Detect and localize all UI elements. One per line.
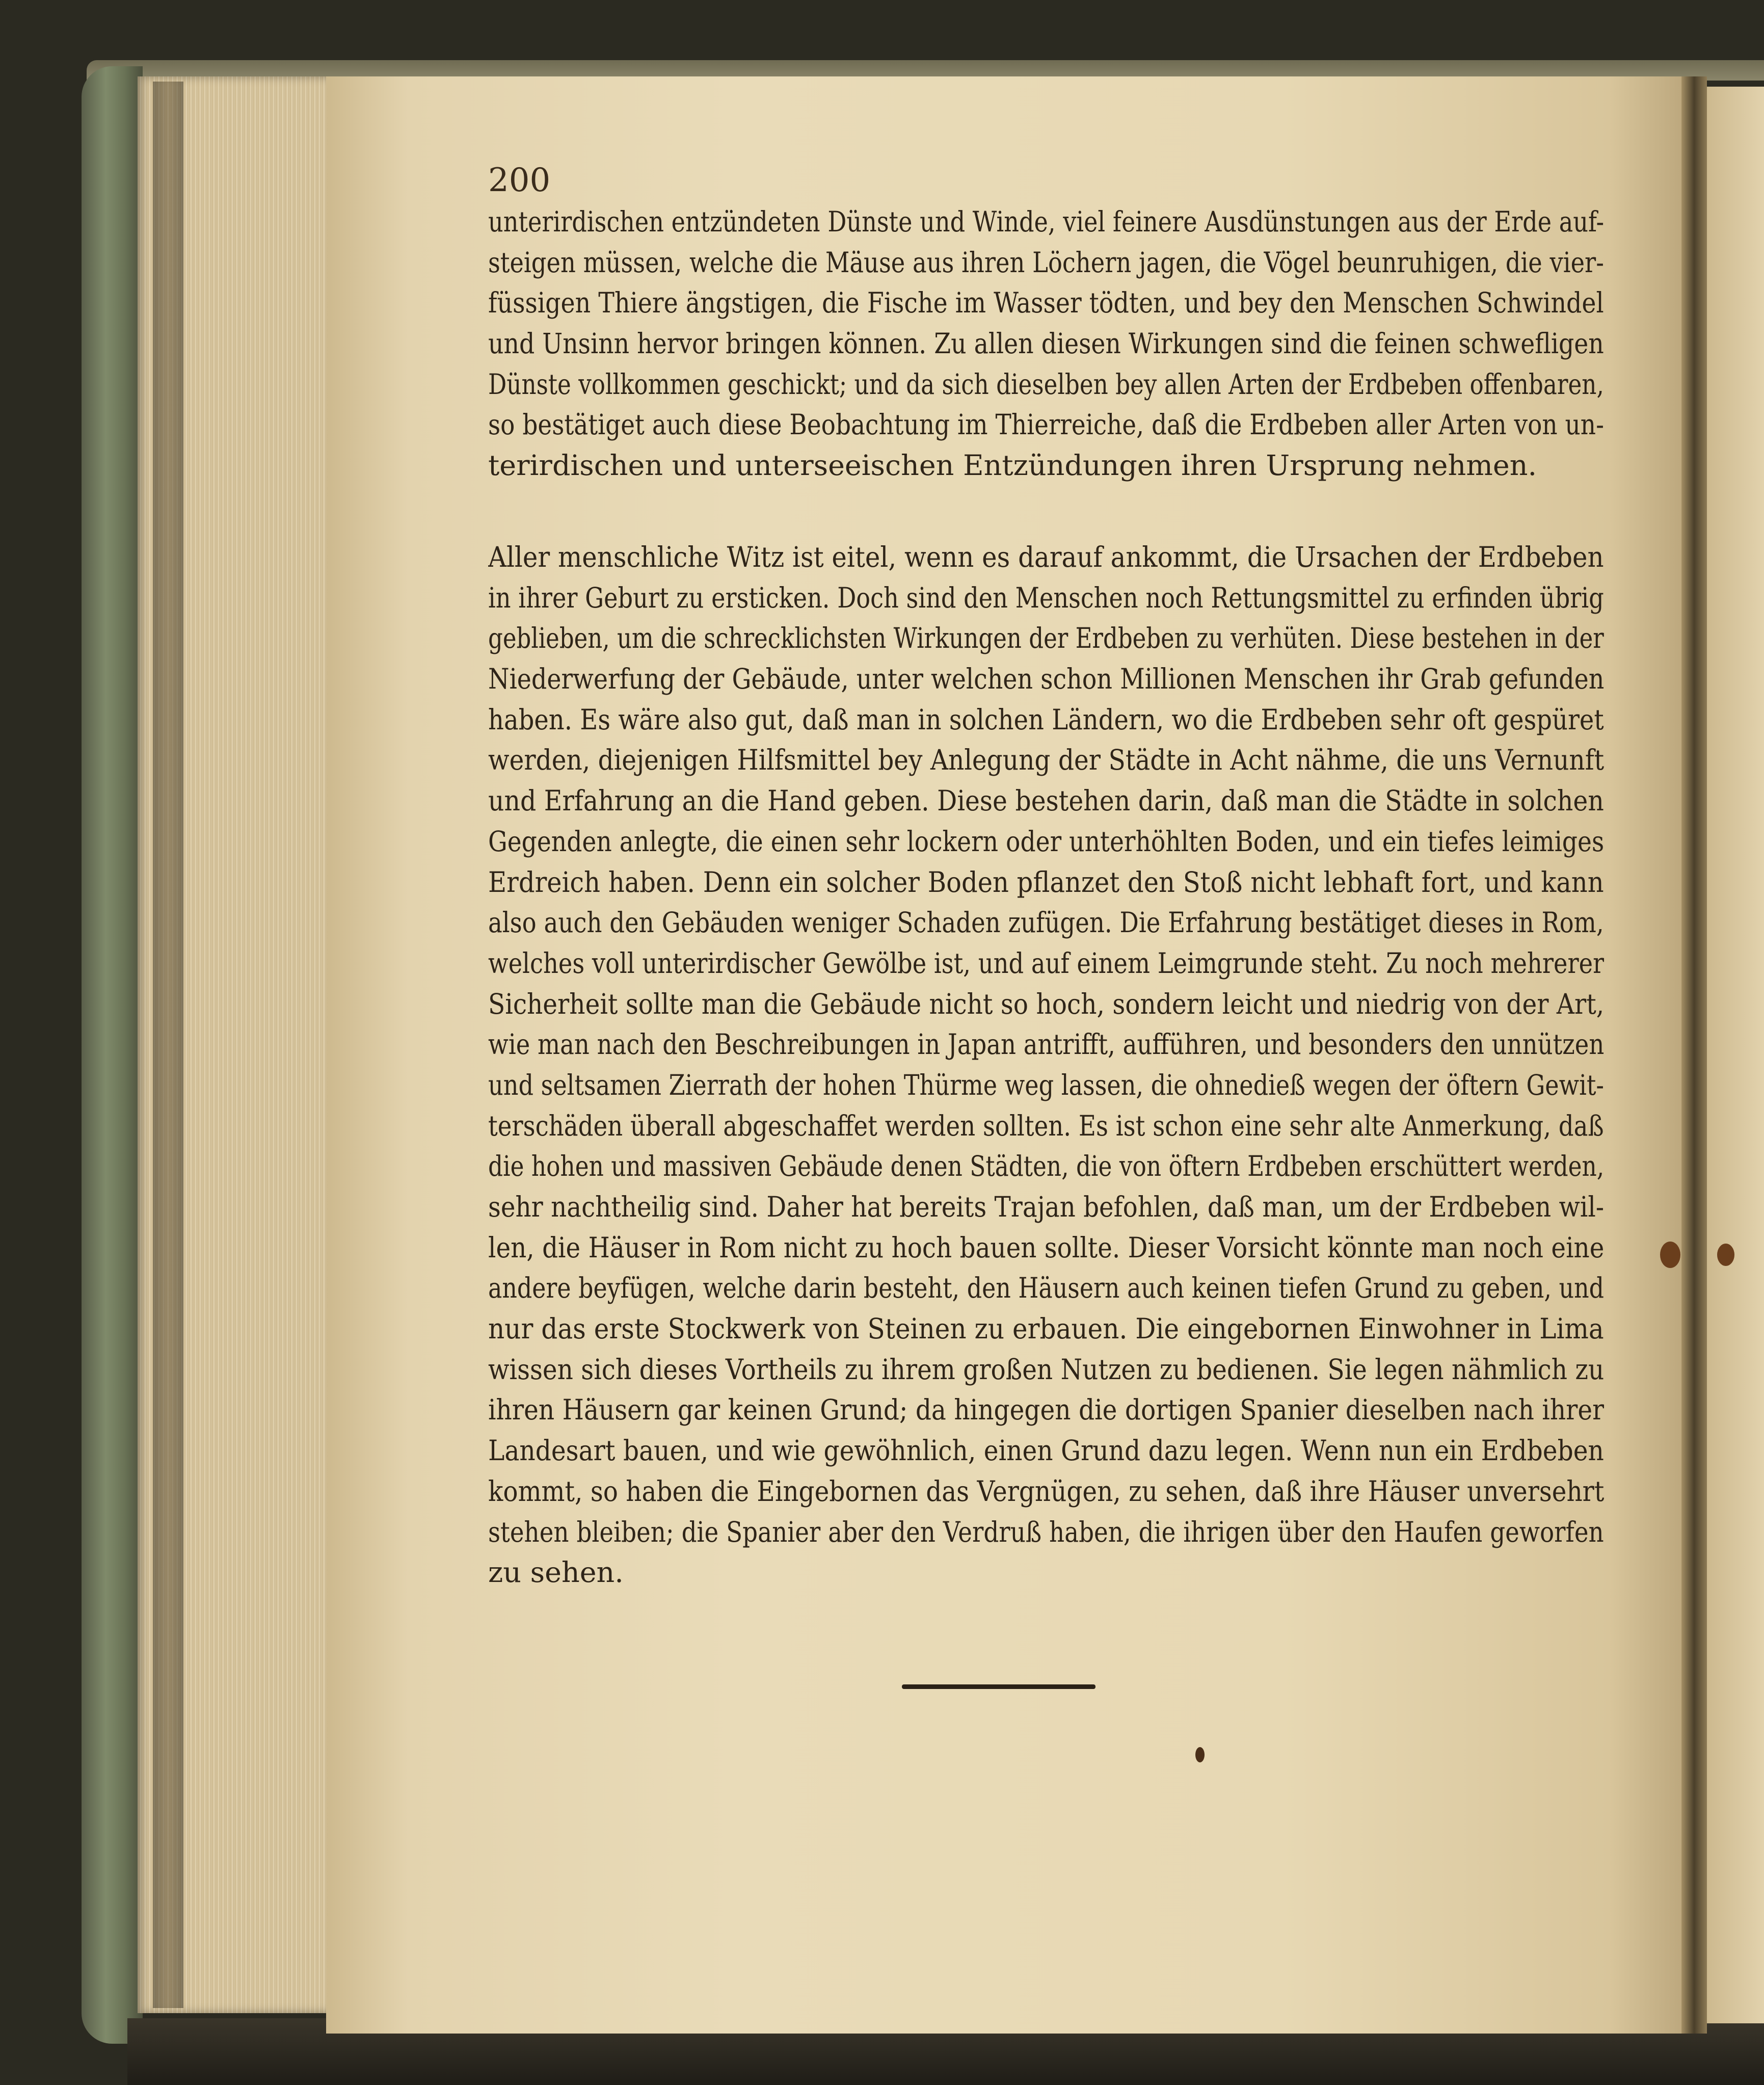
text-line: ihren Häusern gar keinen Grund; da hingegen die dortigen Spanier dieselben nach ihrer — [488, 1393, 1604, 1427]
text-line: Gegenden anlegte, die einen sehr lockern oder unterhöhlten Boden, und ein tiefes leimiges — [488, 825, 1604, 858]
text-line: werden, diejenigen Hilfsmittel bey Anlegung der Städte in Acht nähme, die uns Vernunft — [488, 744, 1604, 777]
text-line: Dünste vollkommen geschickt; und da sich dieselben bey allen Arten der Erdbeben offenbaren, — [488, 367, 1604, 401]
text-line: terirdischen und unterseeischen Entzündungen ihren Ursprung nehmen. — [488, 449, 1537, 483]
facing-page-edge — [1702, 87, 1764, 2023]
stain-mark — [1660, 1242, 1680, 1268]
text-line: und seltsamen Zierrath der hohen Thürme weg lassen, die ohnedieß wegen der öftern Gewit- — [488, 1068, 1604, 1102]
text-line: Erdreich haben. Denn ein solcher Boden pflanzet den Stoß nicht lebhaft fort, und kann — [488, 865, 1604, 899]
text-line: so bestätiget auch diese Beobachtung im Thierreiche, daß die Erdbeben aller Arten von un- — [488, 408, 1604, 442]
text-line: kommt, so haben die Eingebornen das Vergnügen, zu sehen, daß ihre Häuser unversehrt — [488, 1474, 1604, 1508]
text-line: haben. Es wäre also gut, daß man in solchen Ländern, wo die Erdbeben sehr oft gespüret — [488, 703, 1604, 736]
text-line: und Erfahrung an die Hand geben. Diese bestehen darin, daß man die Städte in solchen — [488, 784, 1604, 818]
text-line: die hohen und massiven Gebäude denen Städten, die von öftern Erdbeben erschüttert werden, — [488, 1150, 1604, 1183]
text-line: Sicherheit sollte man die Gebäude nicht so hoch, sondern leicht und niedrig von der Art, — [488, 987, 1604, 1021]
paragraph-2 — [488, 537, 1604, 1593]
text-line: nur das erste Stockwerk von Steinen zu erbauen. Die eingebornen Einwohner in Lima — [488, 1312, 1604, 1346]
text-line: zu sehen. — [488, 1556, 624, 1590]
text-line: Landesart bauen, und wie gewöhnlich, einen Grund dazu legen. Wenn nun ein Erdbeben — [488, 1434, 1604, 1468]
page-gutter — [1681, 76, 1707, 2034]
text-line: Aller menschliche Witz ist eitel, wenn es darauf ankommt, die Ursachen der Erdbeben — [488, 541, 1604, 574]
book-cover-spine — [82, 66, 143, 2044]
stain-mark — [1717, 1244, 1734, 1266]
paragraph-1 — [488, 202, 1604, 486]
page-number: 200 — [488, 162, 551, 199]
text-line: welches voll unterirdischer Gewölbe ist, und auf einem Leimgrunde steht. Zu noch mehrerer — [488, 946, 1604, 980]
text-line: Niederwerfung der Gebäude, unter welchen schon Millionen Menschen ihr Grab gefunden — [488, 663, 1604, 696]
section-end-rule — [902, 1684, 1095, 1689]
text-line: also auch den Gebäuden weniger Schaden zufügen. Die Erfahrung bestätiget dieses in Rom, — [488, 906, 1604, 940]
text-line: steigen müssen, welche die Mäuse aus ihren Löchern jagen, die Vögel beunruhigen, die vier- — [488, 246, 1604, 279]
text-line: unterirdischen entzündeten Dünste und Winde, viel feinere Ausdünstungen aus der Erde auf- — [488, 205, 1604, 239]
text-line: stehen bleiben; die Spanier aber den Verdruß haben, die ihrigen über den Haufen geworfen — [488, 1515, 1604, 1549]
text-line: sehr nachtheilig sind. Daher hat bereits Trajan befohlen, daß man, um der Erdbeben wil- — [488, 1191, 1604, 1224]
text-line: in ihrer Geburt zu ersticken. Doch sind den Menschen noch Rettungsmittel zu erfinden übrig — [488, 581, 1604, 615]
text-line: wie man nach den Beschreibungen in Japan antrifft, aufführen, und besonders den unnützen — [488, 1028, 1604, 1062]
text-line: terschäden überall abgeschaffet werden sollten. Es ist schon eine sehr alte Anmerkung, daß — [488, 1109, 1604, 1143]
text-line: len, die Häuser in Rom nicht zu hoch bauen sollte. Dieser Vorsicht könnte man noch eine — [488, 1231, 1604, 1264]
text-line: und Unsinn hervor bringen können. Zu allen diesen Wirkungen sind die feinen schwefligen — [488, 327, 1604, 361]
stain-mark — [1195, 1747, 1205, 1762]
text-line: füssigen Thiere ängstigen, die Fische im Wasser tödten, und bey den Menschen Schwindel — [488, 286, 1604, 320]
text-line: geblieben, um die schrecklichsten Wirkungen der Erdbeben zu verhüten. Diese bestehen in der — [488, 622, 1604, 655]
text-line: andere beyfügen, welche darin besteht, den Häusern auch keinen tiefen Grund zu geben, und — [488, 1272, 1604, 1305]
text-line: wissen sich dieses Vortheils zu ihrem großen Nutzen zu bedienen. Sie legen nähmlich zu — [488, 1353, 1604, 1386]
page-edges-shadow — [153, 82, 183, 2008]
